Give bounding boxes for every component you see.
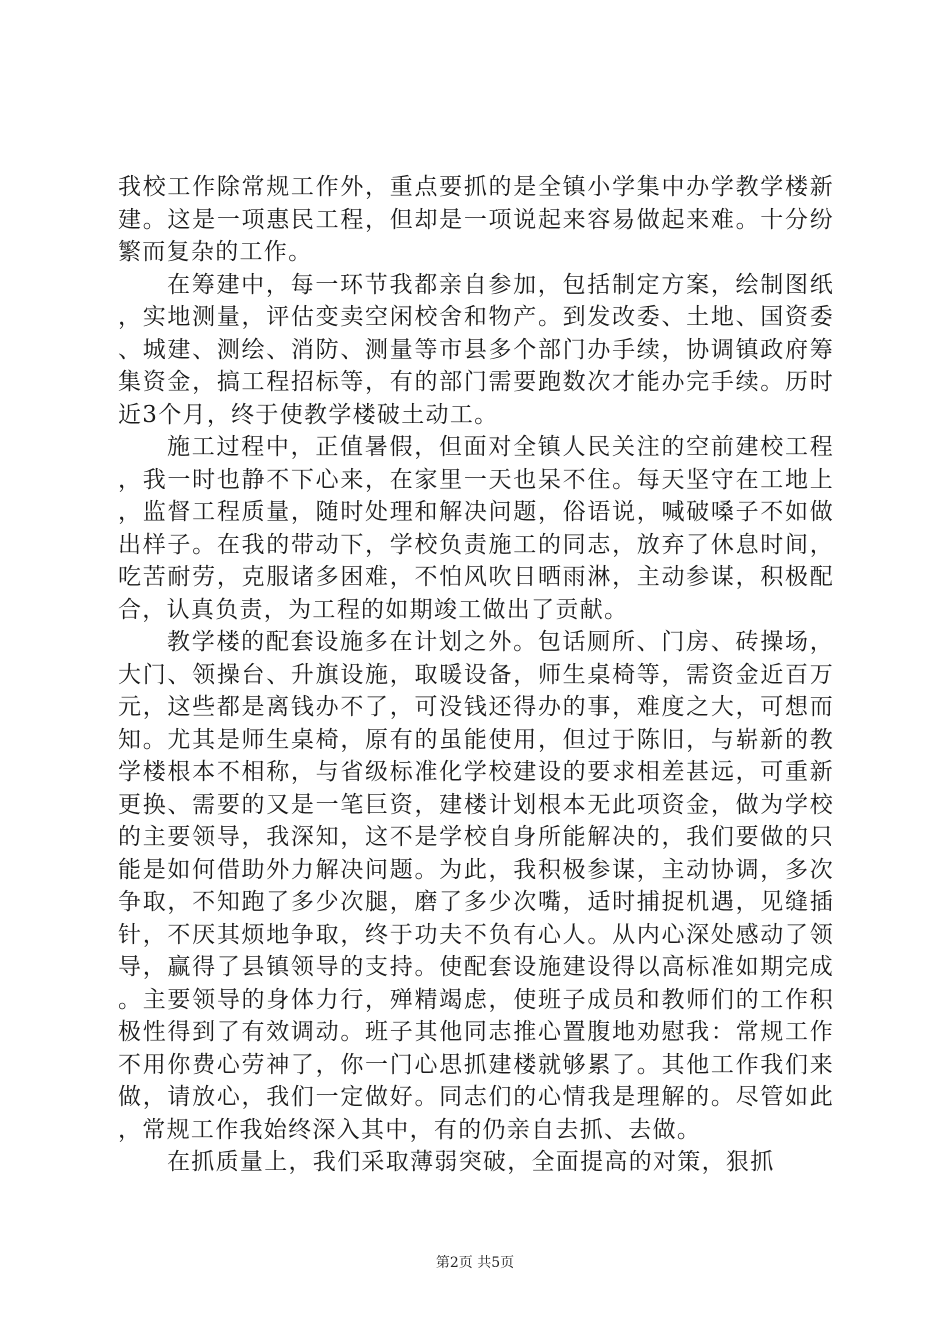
paragraph-2: 在筹建中，每一环节我都亲自参加，包括制定方案，绘制图纸，实地测量，评估变卖空闲校舍和物产。到发改委、土地、国资委、城建、测绘、消防、测量等市县多个部门办手续，协调镇政府筹集资金，搞工程招标等，有的部门需要跑数次才能办完手续。历时近3个月，终于使教学楼破土动工。 bbox=[118, 271, 834, 428]
paragraph-5: 在抓质量上，我们采取薄弱突破，全面提高的对策，狠抓 bbox=[167, 1149, 775, 1175]
document-body bbox=[118, 171, 834, 1179]
paragraph-4: 教学楼的配套设施多在计划之外。包话厕所、门房、砖操场，大门、领操台、升旗设施，取暖设备，师生桌椅等，需资金近百万元，这些都是离钱办不了，可没钱还得办的事，难度之大，可想而知。尤其是师生桌椅，原有的虽能使用，但过于陈旧，与崭新的教学楼根本不相称，与省级标准化学校建设的要求相差甚远，可重新更换、需要的又是一笔巨资，建楼计划根本无此项资金，做为学校的主要领导，我深知，这不是学校自身所能解决的，我们要做的只能是如何借助外力解决问题。为此，我积极参谋，主动协调，多次争取，不知跑了多少次腿，磨了多少次嘴，适时捕捉机遇，见缝插针，不厌其烦地争取，终于功夫不负有心人。从内心深处感动了领导，赢得了县镇领导的支持。使配套设施建设得以高标准如期完成。主要领导的身体力行，殚精竭虑，使班子成员和教师们的工作积极性得到了有效调动。班子其他同志推心置腹地劝慰我：常规工作不用你费心劳神了，你一门心思抓建楼就够累了。其他工作我们来做，请放心，我们一定做好。同志们的心情我是理解的。尽管如此，常规工作我始终深入其中，有的仍亲自去抓、去做。 bbox=[118, 629, 834, 1143]
paragraph-3: 施工过程中，正值暑假，但面对全镇人民关注的空前建校工程，我一时也静不下心来，在家里一天也呆不住。每天坚守在工地上，监督工程质量，随时处理和解决问题，俗语说，喊破嗓子不如做出样子。在我的带动下，学校负责施工的同志，放弃了休息时间，吃苦耐劳，克服诸多困难，不怕风吹日晒雨淋，主动参谋，积极配合，认真负责，为工程的如期竣工做出了贡献。 bbox=[118, 434, 834, 623]
paragraph-1: 我校工作除常规工作外，重点要抓的是全镇小学集中办学教学楼新建。这是一项惠民工程，但却是一项说起来容易做起来难。十分纷繁而复杂的工作。 bbox=[118, 174, 834, 265]
page-footer bbox=[0, 1253, 950, 1273]
page-number-indicator: 第2页 共5页 bbox=[435, 1255, 515, 1271]
